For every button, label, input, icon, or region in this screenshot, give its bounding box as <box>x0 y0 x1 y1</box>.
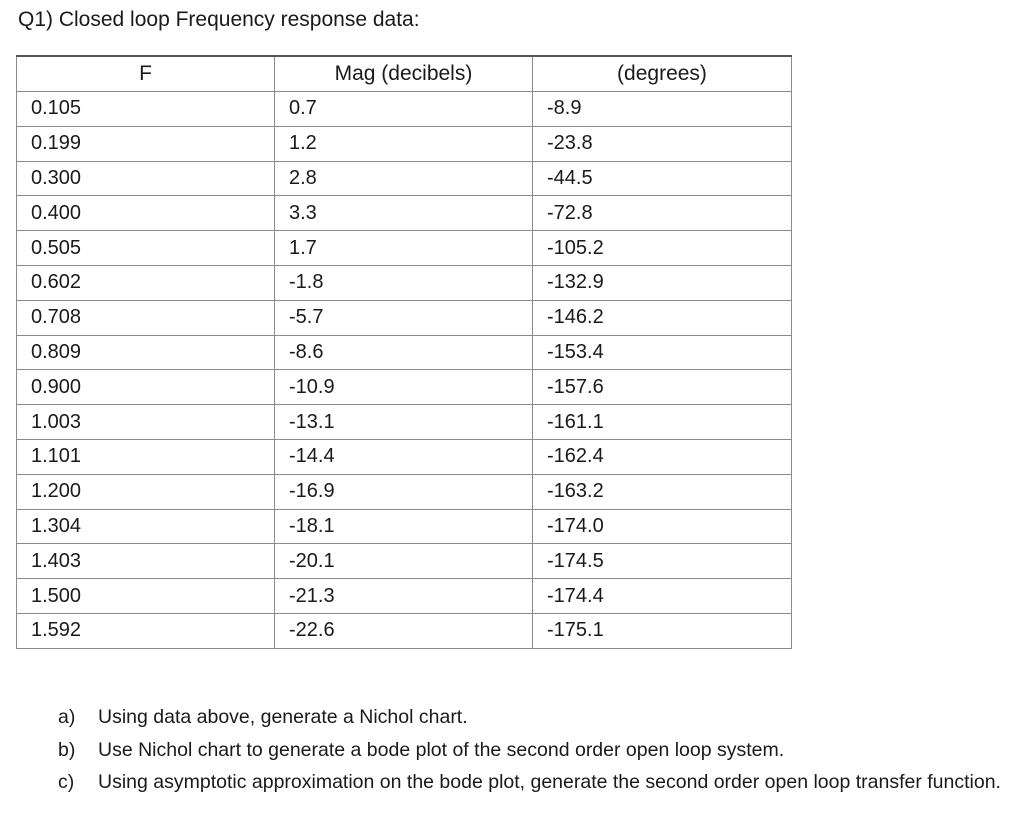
cell-magnitude: 1.7 <box>275 231 533 266</box>
cell-phase: -174.4 <box>533 579 792 614</box>
cell-magnitude: -10.9 <box>275 370 533 405</box>
cell-magnitude: 1.2 <box>275 126 533 161</box>
table-header-row <box>17 56 792 92</box>
cell-phase: -44.5 <box>533 161 792 196</box>
column-header-magnitude: Mag (decibels) <box>275 56 533 92</box>
cell-phase: -23.8 <box>533 126 792 161</box>
cell-frequency: 0.809 <box>17 335 275 370</box>
frequency-response-table <box>16 55 792 649</box>
question-marker: c) <box>58 771 75 793</box>
question-marker: b) <box>58 738 76 761</box>
question-text: Use Nichol chart to generate a bode plot of the second order open loop system. <box>98 738 785 761</box>
table-row <box>17 92 792 127</box>
table-row <box>17 370 792 405</box>
question-text: Using asymptotic approximation on the bode plot, generate the second order open loop transfer function. <box>98 771 1001 793</box>
cell-phase: -161.1 <box>533 405 792 440</box>
table-row <box>17 161 792 196</box>
question-item <box>58 734 1018 767</box>
cell-frequency: 0.708 <box>17 300 275 335</box>
cell-frequency: 1.003 <box>17 405 275 440</box>
question-marker: a) <box>58 706 76 728</box>
cell-phase: -162.4 <box>533 439 792 474</box>
cell-frequency: 1.500 <box>17 579 275 614</box>
cell-magnitude: 0.7 <box>275 92 533 127</box>
cell-magnitude: -13.1 <box>275 405 533 440</box>
cell-frequency: 0.900 <box>17 370 275 405</box>
column-header-frequency: F <box>17 56 275 92</box>
table-body <box>17 92 792 649</box>
question-item <box>58 701 1018 734</box>
cell-phase: -174.5 <box>533 544 792 579</box>
cell-phase: -146.2 <box>533 300 792 335</box>
table-row <box>17 509 792 544</box>
cell-phase: -132.9 <box>533 265 792 300</box>
table-row <box>17 300 792 335</box>
cell-magnitude: 3.3 <box>275 196 533 231</box>
cell-frequency: 1.403 <box>17 544 275 579</box>
cell-magnitude: -14.4 <box>275 439 533 474</box>
question-text: Using data above, generate a Nichol chart. <box>98 706 468 728</box>
table-row <box>17 126 792 161</box>
table-row <box>17 613 792 648</box>
cell-magnitude: -18.1 <box>275 509 533 544</box>
cell-phase: -157.6 <box>533 370 792 405</box>
page-title: Q1) Closed loop Frequency response data: <box>18 8 420 31</box>
cell-phase: -175.1 <box>533 613 792 648</box>
table-row <box>17 544 792 579</box>
table-row <box>17 474 792 509</box>
question-item <box>58 766 1018 799</box>
cell-magnitude: 2.8 <box>275 161 533 196</box>
cell-frequency: 1.101 <box>17 439 275 474</box>
cell-magnitude: -20.1 <box>275 544 533 579</box>
cell-phase: -72.8 <box>533 196 792 231</box>
cell-magnitude: -22.6 <box>275 613 533 648</box>
cell-magnitude: -1.8 <box>275 265 533 300</box>
cell-magnitude: -21.3 <box>275 579 533 614</box>
table-row <box>17 439 792 474</box>
table-row <box>17 335 792 370</box>
table-row <box>17 405 792 440</box>
table-row <box>17 231 792 266</box>
cell-phase: -174.0 <box>533 509 792 544</box>
cell-frequency: 1.304 <box>17 509 275 544</box>
cell-phase: -8.9 <box>533 92 792 127</box>
table-row <box>17 196 792 231</box>
cell-frequency: 0.105 <box>17 92 275 127</box>
cell-magnitude: -5.7 <box>275 300 533 335</box>
cell-frequency: 0.602 <box>17 265 275 300</box>
cell-magnitude: -16.9 <box>275 474 533 509</box>
cell-frequency: 1.200 <box>17 474 275 509</box>
table-row <box>17 579 792 614</box>
cell-frequency: 0.199 <box>17 126 275 161</box>
question-list <box>58 701 1018 799</box>
column-header-phase: (degrees) <box>533 56 792 92</box>
cell-frequency: 0.505 <box>17 231 275 266</box>
cell-frequency: 0.400 <box>17 196 275 231</box>
cell-phase: -153.4 <box>533 335 792 370</box>
cell-magnitude: -8.6 <box>275 335 533 370</box>
cell-phase: -105.2 <box>533 231 792 266</box>
cell-phase: -163.2 <box>533 474 792 509</box>
cell-frequency: 0.300 <box>17 161 275 196</box>
table-row <box>17 265 792 300</box>
cell-frequency: 1.592 <box>17 613 275 648</box>
